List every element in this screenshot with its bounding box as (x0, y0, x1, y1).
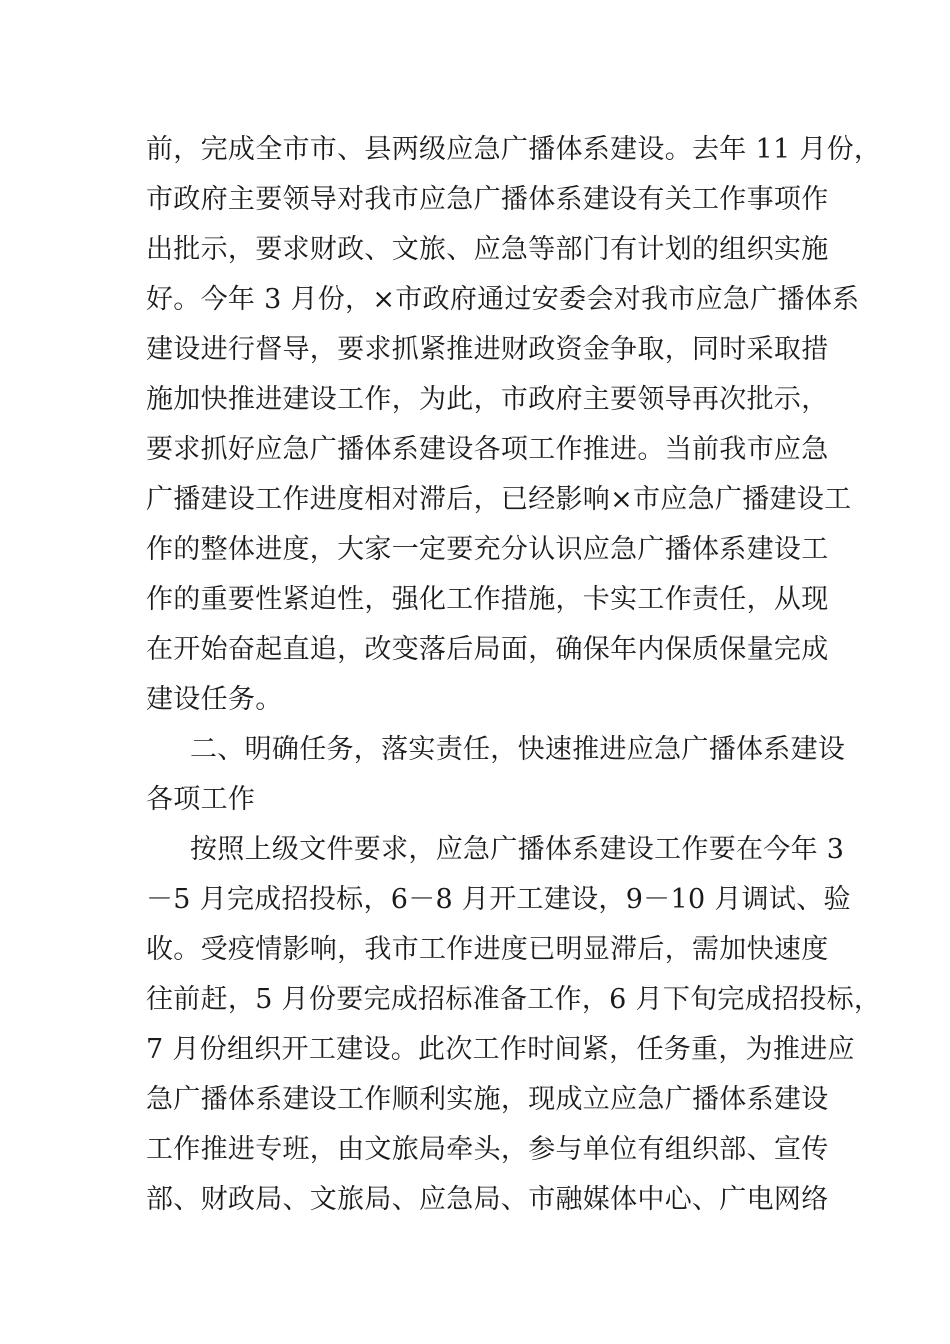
text-line: 急广播体系建设工作顺利实施，现成立应急广播体系建设 (146, 1084, 829, 1115)
text-line: 工作推进专班，由文旅局牵头，参与单位有组织部、宣传 (146, 1134, 829, 1165)
section-heading-continued: 各项工作 (146, 784, 256, 815)
text-line: 作的重要性紧迫性，强化工作措施，卡实工作责任，从现 (146, 584, 829, 615)
text-line: 施加快推进建设工作，为此，市政府主要领导再次批示， (146, 384, 829, 415)
text-line: 要求抓好应急广播体系建设各项工作推进。当前我市应急 (146, 434, 829, 465)
text-line: 往前赶，5 月份要完成招标准备工作，6 月下旬完成招投标， (146, 984, 882, 1015)
text-line: 市政府主要领导对我市应急广播体系建设有关工作事项作 (146, 184, 829, 215)
text-line: 建设任务。 (146, 684, 283, 715)
text-line: 收。受疫情影响，我市工作进度已明显滞后，需加快速度 (146, 934, 829, 965)
text-line: 部、财政局、文旅局、应急局、市融媒体中心、广电网络 (146, 1184, 829, 1215)
text-line: 建设进行督导，要求抓紧推进财政资金争取，同时采取措 (146, 334, 829, 365)
text-line: 好。今年 3 月份，×市政府通过安委会对我市应急广播体系 (146, 284, 860, 315)
text-line: 前，完成全市市、县两级应急广播体系建设。去年 11 月份， (146, 134, 882, 165)
text-line: 在开始奋起直追，改变落后局面，确保年内保质保量完成 (146, 634, 829, 665)
text-line: 广播建设工作进度相对滞后，已经影响×市应急广播建设工 (146, 484, 852, 515)
paragraph-start: 按照上级文件要求，应急广播体系建设工作要在今年 3 (190, 834, 845, 865)
text-line: 作的整体进度，大家一定要充分认识应急广播体系建设工 (146, 534, 829, 565)
text-line: 7 月份组织开工建设。此次工作时间紧，任务重，为推进应 (146, 1034, 855, 1065)
text-line: －5 月完成招投标，6－8 月开工建设，9－10 月调试、验 (146, 884, 851, 915)
text-line: 出批示，要求财政、文旅、应急等部门有计划的组织实施 (146, 234, 829, 265)
section-heading: 二、明确任务，落实责任，快速推进应急广播体系建设 (190, 734, 846, 765)
